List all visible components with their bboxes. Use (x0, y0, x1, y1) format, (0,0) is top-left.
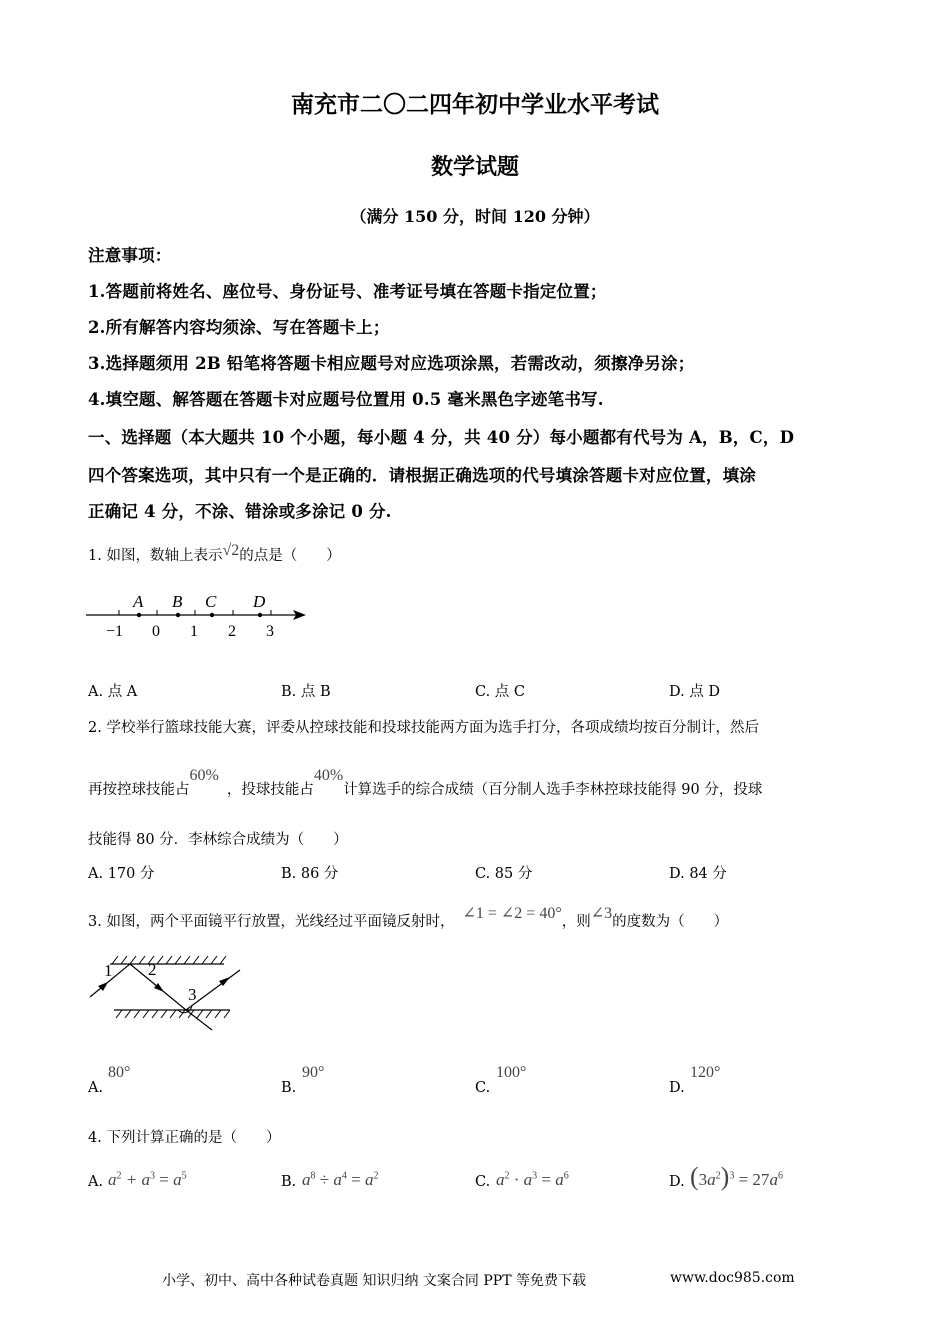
q3-text-c: 的度数为（ ） (612, 914, 729, 930)
q1-text-before: 1. 如图，数轴上表示 (88, 548, 223, 564)
notice-heading: 注意事项： (88, 246, 172, 265)
q2-option-d: D. 84 分 (669, 866, 727, 882)
q1-option-d: D. 点 D (669, 684, 721, 700)
angle-label-3: 3 (188, 985, 197, 1004)
footer-url[interactable]: www.doc985.com (670, 1270, 795, 1286)
q3-option-c-value: 100° (496, 1064, 527, 1081)
section1-line-3: 正确记 4 分，不涂、错涂或多涂记 0 分. (88, 502, 392, 521)
q4-option-d-letter: D. (669, 1174, 685, 1190)
q4-option-c-letter: C. (475, 1174, 491, 1190)
q3-option-b-letter: B. (281, 1080, 297, 1096)
q3-text-a: 3. 如图，两个平面镜平行放置，光线经过平面镜反射时， (88, 914, 455, 930)
q2-text-b: ，投球技能占 (226, 782, 314, 798)
q4-option-a-math: $a^2 + a^3 = a^5$ (108, 1170, 187, 1189)
question-1-stem (88, 544, 341, 565)
angle-label-1: 1 (104, 961, 113, 980)
q3-option-d-letter: D. (669, 1080, 685, 1096)
q2-option-b: B. 86 分 (281, 866, 339, 882)
q2-math-40: 40% (313, 767, 344, 784)
tick-label-2: 2 (228, 623, 236, 640)
q2-line-3: 技能得 80 分．李林综合成绩为（ ） (88, 832, 348, 848)
notice-item-4: 4.填空题、解答题在答题卡对应题号位置用 0.5 毫米黑色字迹笔书写. (88, 390, 604, 409)
q1-option-b: B. 点 B (281, 684, 331, 700)
q3-option-a-value: 80° (108, 1064, 131, 1081)
point-label-b: B (172, 592, 183, 611)
mirror-reflection-figure (82, 950, 252, 1032)
q2-math-60: 60% (189, 767, 219, 784)
point-a (137, 613, 141, 617)
q3-option-b-value: 90° (302, 1064, 325, 1081)
notice-item-1: 1.答题前将姓名、座位号、身份证号、准考证号填在答题卡指定位置； (88, 282, 607, 301)
q4-option-b-math: $a^8 \div a^4 = a^2$ (302, 1170, 379, 1189)
point-d (258, 613, 262, 617)
q1-math-sqrt2: √2 (222, 542, 240, 559)
q1-option-a: A. 点 A (88, 684, 138, 700)
tick-label-neg1: −1 (106, 623, 124, 640)
section1-line-1: 一、选择题（本大题共 10 个小题，每小题 4 分，共 40 分）每小题都有代号为 A，B，C，D (88, 428, 795, 447)
q2-text-a: 再按控球技能占 (88, 782, 190, 798)
q3-math-angle3: ∠3 (590, 905, 613, 922)
q4-option-a-letter: A. (88, 1174, 104, 1190)
q2-line-2 (88, 767, 763, 799)
q2-text-c: 计算选手的综合成绩（百分制人选手李林控球技能得 90 分，投球 (343, 782, 763, 798)
q3-stem (88, 905, 729, 931)
point-b (176, 613, 180, 617)
tick-label-3: 3 (266, 623, 274, 640)
point-label-a: A (133, 592, 144, 611)
q2-option-a: A. 170 分 (88, 866, 155, 882)
q4-option-d-math: $(3a^2)^3 = 27a^6$ (690, 1162, 783, 1191)
number-line-figure (84, 586, 314, 646)
tick-label-1: 1 (190, 623, 198, 640)
q3-option-d-value: 120° (690, 1064, 721, 1081)
page-title: 南充市二〇二四年初中学业水平考试 (291, 91, 659, 118)
q4-option-b-letter: B. (281, 1174, 297, 1190)
point-c (210, 613, 214, 617)
notice-item-2: 2.所有解答内容均须涂、写在答题卡上； (88, 318, 390, 337)
tick-label-0: 0 (152, 623, 160, 640)
footer-text: 小学、初中、高中各种试卷真题 知识归纳 文案合同 PPT 等免费下载 (162, 1273, 586, 1289)
point-label-d: D (253, 592, 266, 611)
q3-option-a-letter: A. (88, 1080, 104, 1096)
q3-option-c-letter: C. (475, 1080, 491, 1096)
q2-line-1: 2. 学校举行篮球技能大赛，评委从控球技能和投球技能两方面为选手打分，各项成绩均按百分制计，然后 (88, 720, 759, 736)
q4-option-c-math: $a^2 \cdot a^3 = a^6$ (496, 1170, 569, 1189)
q1-text-after: 的点是（ ） (239, 548, 341, 564)
q4-stem: 4. 下列计算正确的是（ ） (88, 1130, 281, 1146)
notice-item-3: 3.选择题须用 2B 铅笔将答题卡相应题号对应选项涂黑，若需改动，须擦净另涂； (88, 354, 695, 373)
q2-option-c: C. 85 分 (475, 866, 533, 882)
point-label-c: C (205, 592, 217, 611)
q1-option-c: C. 点 C (475, 684, 525, 700)
q3-text-b: ，则 (561, 914, 591, 930)
q3-math-angles: ∠1 = ∠2 = 40° (462, 905, 562, 922)
angle-label-2: 2 (148, 960, 157, 979)
exam-meta: （满分 150 分，时间 120 分钟） (350, 207, 600, 226)
section1-line-2: 四个答案选项，其中只有一个是正确的．请根据正确选项的代号填涂答题卡对应位置，填涂 (88, 466, 756, 485)
page-subtitle: 数学试题 (430, 154, 519, 180)
